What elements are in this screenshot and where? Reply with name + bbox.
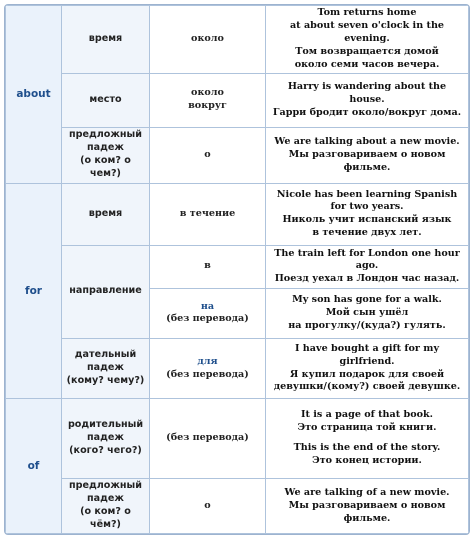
- example-cell: [266, 127, 469, 183]
- preposition-of: of: [6, 399, 62, 534]
- translation-cell: (без перевода): [150, 399, 266, 479]
- category-cell: [62, 479, 150, 534]
- example-line: Мы разговариваем о новом фильме.: [288, 499, 446, 524]
- category-cell: направление: [62, 245, 150, 338]
- example-cell: [266, 338, 469, 398]
- example-line: в течение двух лет.: [312, 227, 422, 239]
- category-line: падеж: [87, 362, 124, 374]
- example-line: Мы разговариваем о новом фильме.: [288, 148, 446, 173]
- example-cell: [266, 399, 469, 479]
- example-line: Том возвращается домой: [295, 45, 439, 57]
- example-line: It is a page of that book.: [300, 409, 434, 421]
- prepositions-table: [5, 5, 469, 534]
- example-line: at about seven o'clock in the evening.: [289, 19, 445, 44]
- table-row: [6, 479, 469, 534]
- preposition-about: about: [6, 6, 62, 184]
- translation-cell: о: [150, 479, 266, 534]
- example-line: My son has gone for a walk.: [292, 294, 442, 306]
- category-cell: [62, 127, 150, 183]
- example-line: Я купил подарок для своей: [289, 368, 445, 380]
- category-line: дательный: [74, 349, 137, 361]
- example-cell: [266, 183, 469, 245]
- example-line: Поезд уехал в Лондон час назад.: [274, 273, 460, 285]
- table-row: [6, 73, 469, 127]
- example-line: for two years.: [330, 201, 404, 213]
- translation-line: около: [191, 87, 224, 99]
- translation-line: (без перевода): [166, 368, 249, 380]
- category-line: (кому? чему?): [66, 374, 145, 386]
- example-line: Николь учит испанский язык: [282, 214, 452, 226]
- translation-cell: в течение: [150, 183, 266, 245]
- example-line: Мой сын ушёл: [325, 306, 409, 318]
- translation-line: (без перевода): [166, 313, 249, 325]
- category-line: падеж: [87, 142, 124, 154]
- category-line: предложный: [69, 480, 142, 492]
- example-cell: [266, 73, 469, 127]
- translation-cell: [150, 73, 266, 127]
- example-line: This is the end of the story.: [293, 442, 441, 454]
- category-cell: место: [62, 73, 150, 127]
- example-line: на прогулку/(куда?) гулять.: [288, 319, 446, 331]
- example-line: Nicole has been learning Spanish: [276, 188, 458, 200]
- category-line: (кого? чего?): [69, 445, 142, 457]
- category-line: падеж: [87, 432, 124, 444]
- example-cell: [266, 288, 469, 338]
- translation-cell: [150, 288, 266, 338]
- grammar-table-frame: [4, 4, 470, 535]
- example-line: Tom returns home: [317, 7, 417, 19]
- example-line: Это конец истории.: [312, 455, 422, 467]
- example-line: We are talking of a new movie.: [284, 486, 450, 498]
- example-cell: [266, 245, 469, 288]
- translation-line: для: [197, 355, 218, 367]
- example-cell: [266, 479, 469, 534]
- example-line: девушки/(кому?) своей девушке.: [273, 381, 461, 393]
- table-row: [6, 338, 469, 398]
- translation-cell: в: [150, 245, 266, 288]
- table-row: [6, 6, 469, 74]
- category-cell: [62, 399, 150, 479]
- category-cell: время: [62, 183, 150, 245]
- category-line: (о ком? о чём?): [80, 506, 131, 530]
- example-line: The train left for London one hour ago.: [274, 247, 460, 272]
- translation-cell: [150, 338, 266, 398]
- example-line: Гарри бродит около/вокруг дома.: [272, 106, 462, 118]
- translation-cell: около: [150, 6, 266, 74]
- table-row: [6, 245, 469, 288]
- example-line: Harry is wandering about the house.: [287, 80, 447, 105]
- category-cell: время: [62, 6, 150, 74]
- category-line: (о ком? о чем?): [80, 155, 131, 180]
- preposition-for: for: [6, 183, 62, 398]
- translation-line: на: [200, 300, 215, 312]
- category-line: предложный: [69, 129, 142, 141]
- example-line: We are talking about a new movie.: [274, 135, 460, 147]
- category-line: родительный: [67, 419, 144, 431]
- example-cell: [266, 6, 469, 74]
- table-row: [6, 127, 469, 183]
- category-cell: [62, 338, 150, 398]
- table-row: [6, 183, 469, 245]
- translation-line: вокруг: [188, 100, 227, 112]
- example-line: I have bought a gift for my girlfriend.: [294, 342, 440, 367]
- table-row: [6, 399, 469, 479]
- translation-cell: о: [150, 127, 266, 183]
- example-line: около семи часов вечера.: [294, 58, 440, 70]
- example-line: Это страница той книги.: [297, 422, 437, 434]
- category-line: падеж: [87, 493, 124, 505]
- example-spacer: [269, 435, 465, 442]
